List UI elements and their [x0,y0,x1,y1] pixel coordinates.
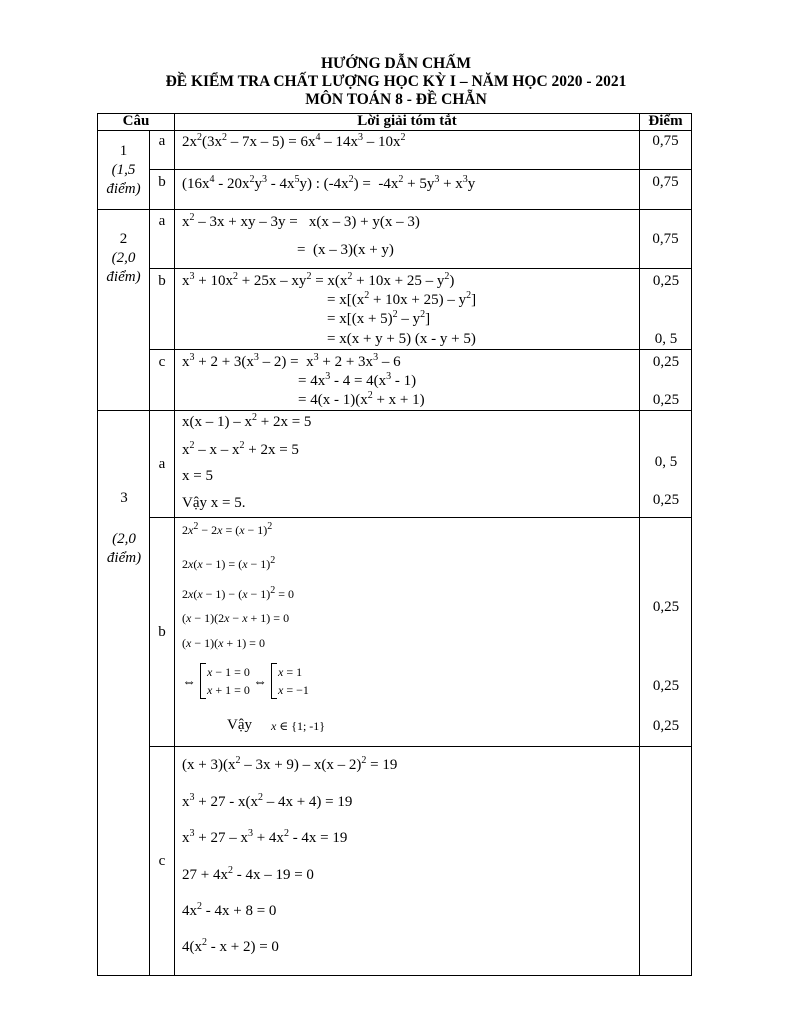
grading-table [97,113,692,976]
q3b-score-3: 0,25 [652,718,680,734]
q3a-solution: $x(x - 1) - x^2 + 2x = 5$ $x^2 - x - x^2 + 2x = 5$ x = 5 Vậy x = 5. [175,411,640,518]
exam-title: ĐỀ KIỂM TRA CHẤT LƯỢNG HỌC KỲ I – NĂM HỌC 2020 - 2021 [165,73,627,90]
q3-part-a-label: a [150,411,175,518]
q1a-score: 0,75 [640,131,692,170]
q3c-score-cell [640,747,692,976]
header-loi-giai: Lời giải tóm tắt [175,114,640,131]
header-diem: Điểm [640,114,692,131]
q3b-score-1: 0,25 [652,599,680,615]
q3a-score-2: 0,25 [652,492,680,508]
q2a-solution: $x^2 - 3x$ + xy – 3y = x(x – 3) + y(x – 3) = (x – 3)(x + y) [175,210,640,269]
q3-part-b-label: b [150,518,175,747]
doc-title: HƯỚNG DẪN CHẤM [320,55,472,72]
q3a-line-3: x = 5 [182,468,213,484]
q2b-solution: $x^3 + 10x^2 + 25x - xy^2 = x(x^2 + 10x + 25 - y^2)$ = $x[(x^2 + 10x + 25) - y^2]$ = $x[(x + 5)^2 - y^2]$ = x(x + y + 5) (x - y + 5) [175,269,640,350]
subject-title: MÔN TOÁN 8 - ĐỀ CHẴN [305,91,487,108]
question-3-points-unit: điểm) [106,550,142,566]
q2-part-a-label: a [150,210,175,269]
q3b-solution: $2x^2 - 2x = (x - 1)^2$ $2x(x - 1) = (x - 1)^2$ $2x(x - 1) - (x - 1)^2 = 0$ (x − 1)(2x − x + 1) = 0 (x − 1)(x + 1) = 0 ⇔ x − 1 = 0 x + 1 = 0 ⇔ x = 1 x = −1 Vậy x ∈ {1; -1} [175,518,640,747]
q1-part-a-label: a [150,131,175,170]
q2-part-c-label: c [150,350,175,411]
q2c-score-1: 0,25 [652,354,680,370]
q2b-score-1: 0,25 [652,273,680,289]
q3a-score-cell [640,411,692,518]
q1b-score: 0,75 [640,170,692,210]
q3a-score-1: 0, 5 [654,454,678,470]
q2c-solution: $x^3 + 2 + 3(x^3 - 2) = x^3 + 2 + 3x^3 - 6$ = $4x^3 - 4 = 4(x^3 - 1)$ = $4(x - 1)(x^2 + x + 1)$ [175,350,640,411]
question-3-number: 3 [120,490,128,506]
header-cau: Câu [98,114,175,131]
question-2-cell [98,210,150,411]
question-2-points: (2,0 [111,250,136,266]
q3a-conclusion: Vậy x = 5. [182,495,246,511]
q2a-score: 0,75 [640,210,692,269]
question-1-points-unit: điểm) [106,180,141,197]
q3c-solution: $(x + 3)(x^2 - 3x + 9) - x(x - 2)^2 = 19$ $x^3 + 27 - x(x^2 - 4x + 4) = 19$ $x^3 + 27 - x^3 + 4x^2 - 4x = 19$ $27 + 4x^2 - 4x - 19 = 0$ $4x^2 - 4x + 8 = 0$ $4(x^2 - x + 2) = 0$ [175,747,640,976]
q2c-score-cell [640,350,692,411]
q1-part-b-label: b [150,170,175,210]
q3b-conclusion-word: Vậy [227,717,252,733]
q2b-score-2: 0, 5 [654,331,678,347]
question-1-cell [98,131,150,210]
question-3-points: (2,0 [112,531,136,547]
q3b-score-2: 0,25 [652,678,680,694]
question-1-points: (1,5 [111,161,136,178]
question-1-number: 1 [119,142,128,159]
q2c-score-2: 0,25 [652,392,680,408]
q2b-score-cell [640,269,692,350]
question-2-points-unit: điểm) [106,269,141,285]
q1b-solution: $(16x^4 - 20x^2y^3 - 4x^5y)$ : $(-4x^2) = -4x^2 + 5y^3 + x^3y$ [175,170,640,210]
question-2-number: 2 [119,231,128,247]
question-3-cell [98,411,150,976]
q1a-solution: $2x^2(3x^2 - 7x - 5) = 6x^4 - 14x^3 - 10x^2$ [175,131,640,170]
q2-part-b-label: b [150,269,175,350]
q3b-score-cell [640,518,692,747]
q3-part-c-label: c [150,747,175,976]
